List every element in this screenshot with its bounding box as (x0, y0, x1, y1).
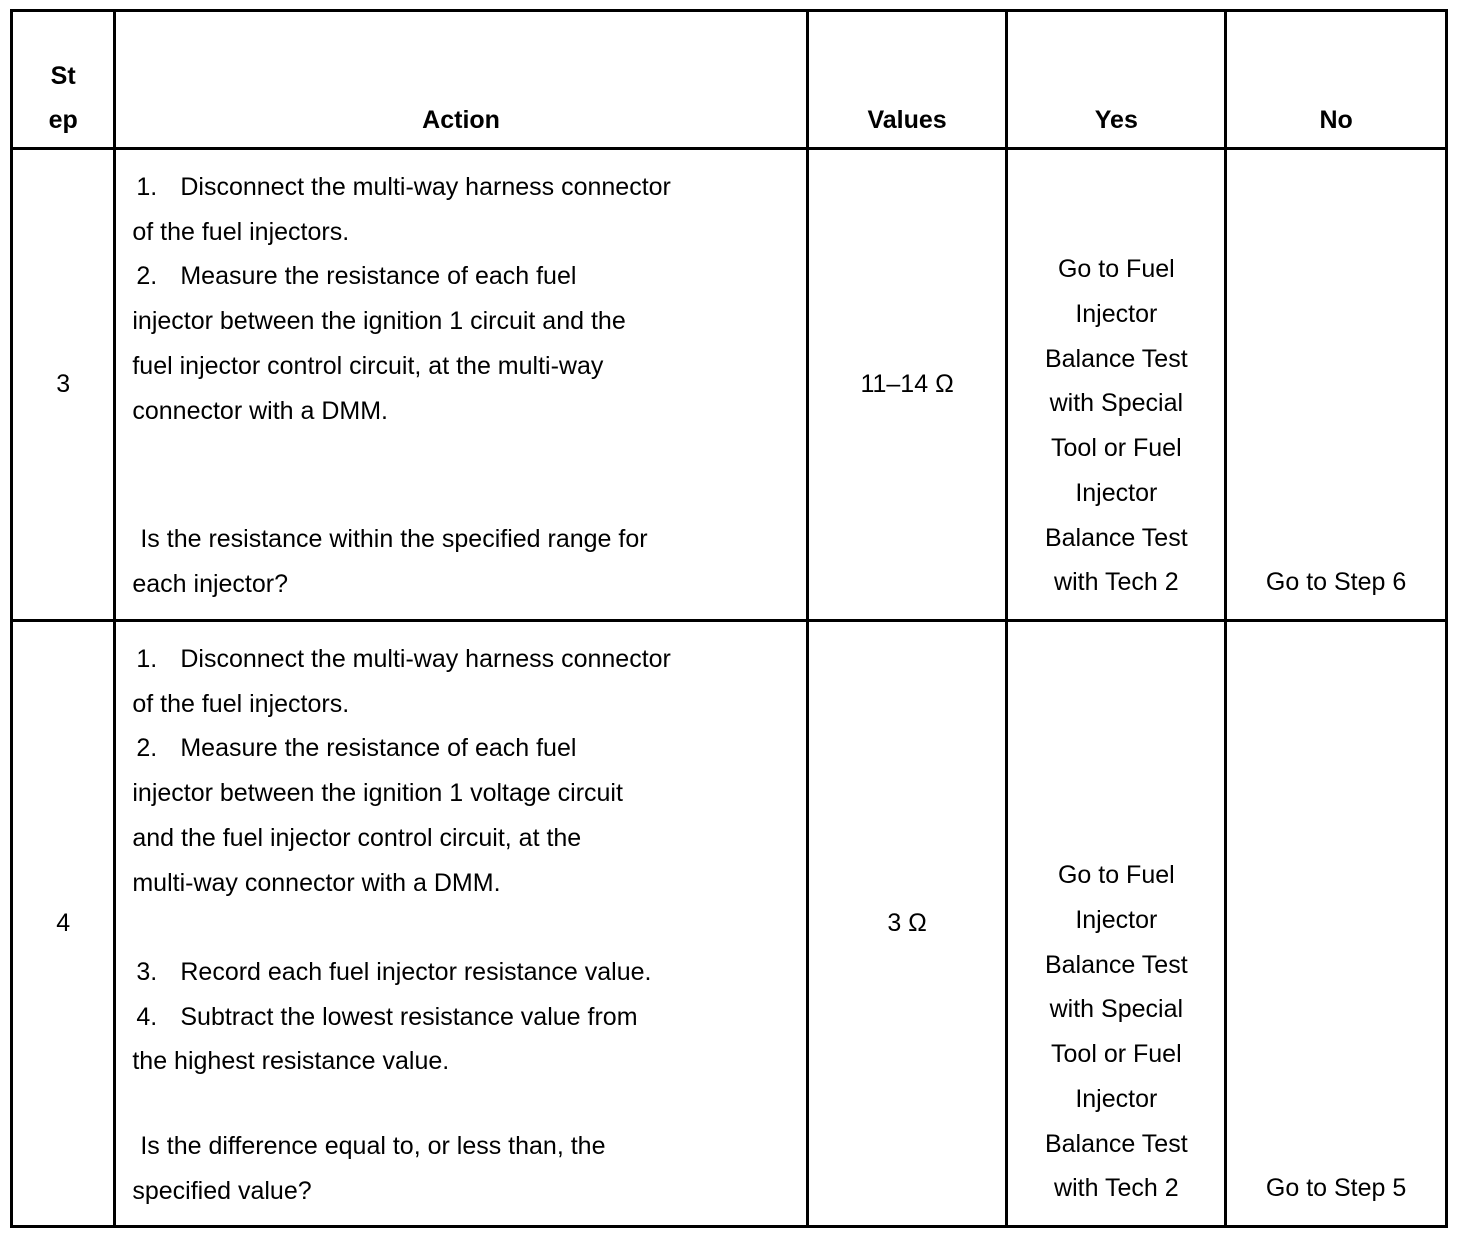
header-no: No (1226, 11, 1447, 149)
no-cell: Go to Step 6 (1226, 149, 1447, 621)
header-step-line1: St (50, 61, 76, 90)
no-cell: Go to Step 5 (1226, 621, 1447, 1227)
step-number: 4 (12, 621, 115, 1227)
diagnostic-table (10, 9, 1448, 1228)
yes-cell: Go to Fuel Injector Balance Test with Special Tool or Fuel Injector Balance Test with Tech 2 (1007, 149, 1226, 621)
action-item: 2. Measure the resistance of each fuel (136, 262, 577, 291)
action-question: Is the resistance within the specified range for (140, 525, 648, 554)
action-cell: 1. Disconnect the multi-way harness connector of the fuel injectors. 2. Measure the resistance of each fuel injector between the ignition 1 circuit and the fuel injector control circuit, at the multi-way connector with a DMM. Is the resistance within the specified range for each injector? (115, 149, 807, 621)
action-item: 1. Disconnect the multi-way harness connector (136, 645, 671, 673)
values-cell: 3 Ω (807, 621, 1007, 1227)
header-values: Values (807, 11, 1007, 149)
table-row (12, 149, 1447, 621)
action-cell: 1. Disconnect the multi-way harness connector of the fuel injectors. 2. Measure the resistance of each fuel injector between the ignition 1 voltage circuit and the fuel injector control circuit, at the multi-way connector with a DMM. 3. Record each fuel injector resistance value. 4. Subtract the lowest resistance value from the highest resistance value. Is the difference equal to, or less than, the specified value? (115, 621, 807, 1227)
action-item: 4. Subtract the lowest resistance value from (136, 1002, 638, 1031)
yes-cell: Go to Fuel Injector Balance Test with Special Tool or Fuel Injector Balance Test with Tech 2 (1007, 621, 1226, 1227)
step-number: 3 (12, 149, 115, 621)
header-step (12, 11, 115, 149)
values-cell: 11–14 Ω (807, 149, 1007, 621)
header-yes: Yes (1007, 11, 1226, 149)
header-action: Action (115, 11, 807, 149)
table-header-row (12, 11, 1447, 149)
header-step-line2: ep (48, 106, 78, 135)
action-item: 2. Measure the resistance of each fuel (136, 734, 577, 763)
table-row (12, 621, 1447, 1227)
action-item: 1. Disconnect the multi-way harness connector (136, 173, 671, 201)
action-question: Is the difference equal to, or less than, the (140, 1132, 606, 1161)
action-item: 3. Record each fuel injector resistance value. (136, 957, 652, 986)
